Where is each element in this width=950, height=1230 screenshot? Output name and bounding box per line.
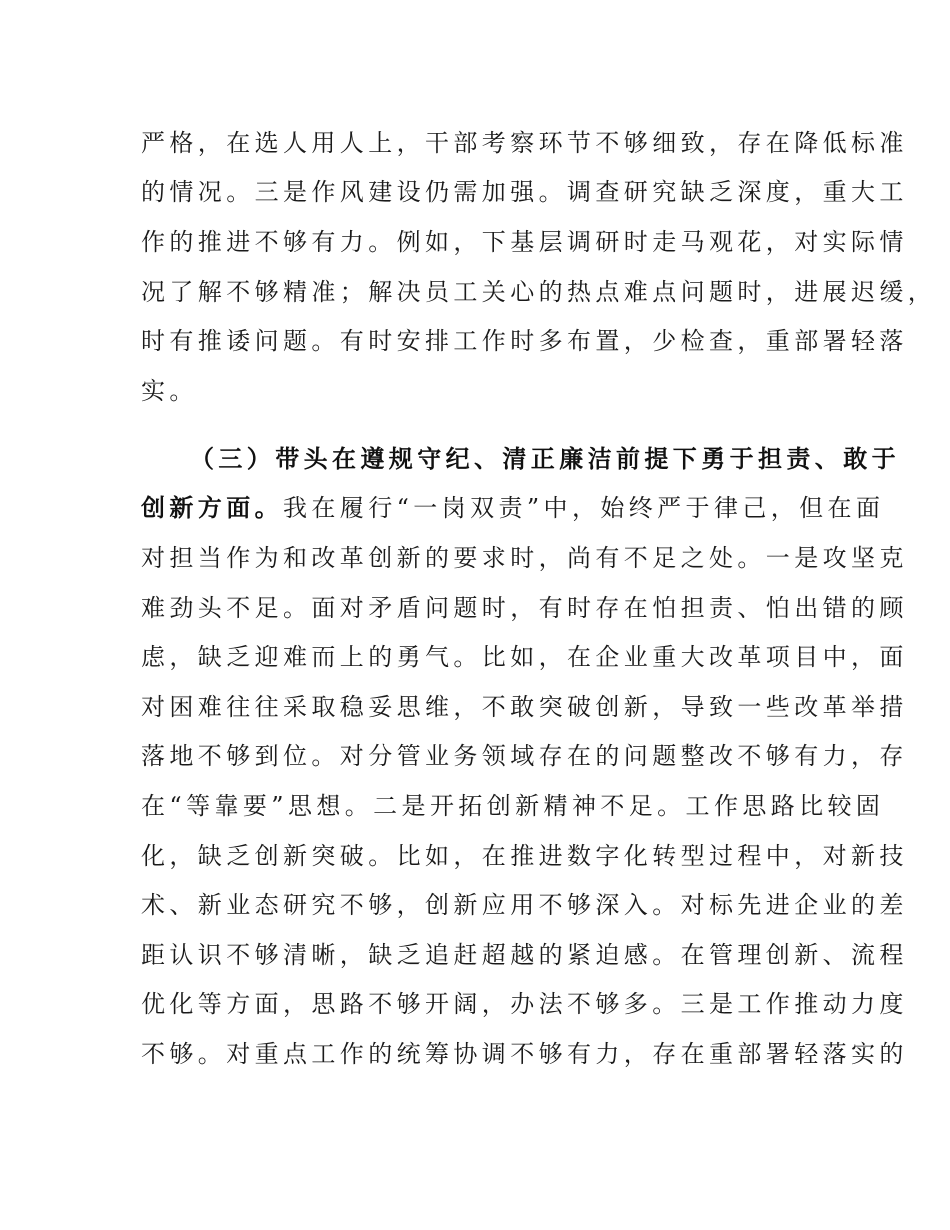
section-heading-continuation [141, 488, 885, 528]
body-text-span: 我在履行“一岗双责”中，始终严于律己，但在面 [283, 494, 885, 522]
body-text-line: 实。 [141, 377, 198, 405]
body-text-line: 术、新业态研究不够，创新应用不够深入。对标先进企业的差 [141, 891, 908, 919]
body-text-line: 不够。对重点工作的统筹协调不够有力，存在重部署轻落实的 [141, 1040, 908, 1068]
body-text-line: 在“等靠要”思想。二是开拓创新精神不足。工作思路比较固 [141, 792, 885, 820]
body-text-line: 作的推进不够有力。例如，下基层调研时走马观花，对实际情 [141, 228, 908, 256]
body-text-line: 对担当作为和改革创新的要求时，尚有不足之处。一是攻坚克 [141, 544, 908, 572]
body-text-line: 难劲头不足。面对矛盾问题时，有时存在怕担责、怕出错的顾 [141, 594, 908, 622]
body-text-line: 落地不够到位。对分管业务领域存在的问题整改不够有力，存 [141, 742, 908, 770]
body-text-line: 况了解不够精准；解决员工关心的热点难点问题时，进展迟缓， [141, 278, 937, 306]
body-text-line: 优化等方面，思路不够开阔，办法不够多。三是工作推动力度 [141, 990, 908, 1018]
body-text-line: 距认识不够清晰，缺乏追赶超越的紧迫感。在管理创新、流程 [141, 941, 908, 969]
body-text-line: 严格，在选人用人上，干部考察环节不够细致，存在降低标准 [141, 129, 908, 157]
body-text-line: 时有推诿问题。有时安排工作时多布置，少检查，重部署轻落 [141, 327, 908, 355]
body-text-line: 对困难往往采取稳妥思维，不敢突破创新，导致一些改革举措 [141, 693, 908, 721]
section-heading: （三）带头在遵规守纪、清正廉洁前提下勇于担责、敢于 [190, 445, 900, 473]
body-text-line: 化，缺乏创新突破。比如，在推进数字化转型过程中，对新技 [141, 842, 908, 870]
body-text-line: 的情况。三是作风建设仍需加强。调查研究缺乏深度，重大工 [141, 178, 908, 206]
section-heading-end: 创新方面。 [141, 494, 283, 522]
body-text-line: 虑，缺乏迎难而上的勇气。比如，在企业重大改革项目中，面 [141, 643, 908, 671]
